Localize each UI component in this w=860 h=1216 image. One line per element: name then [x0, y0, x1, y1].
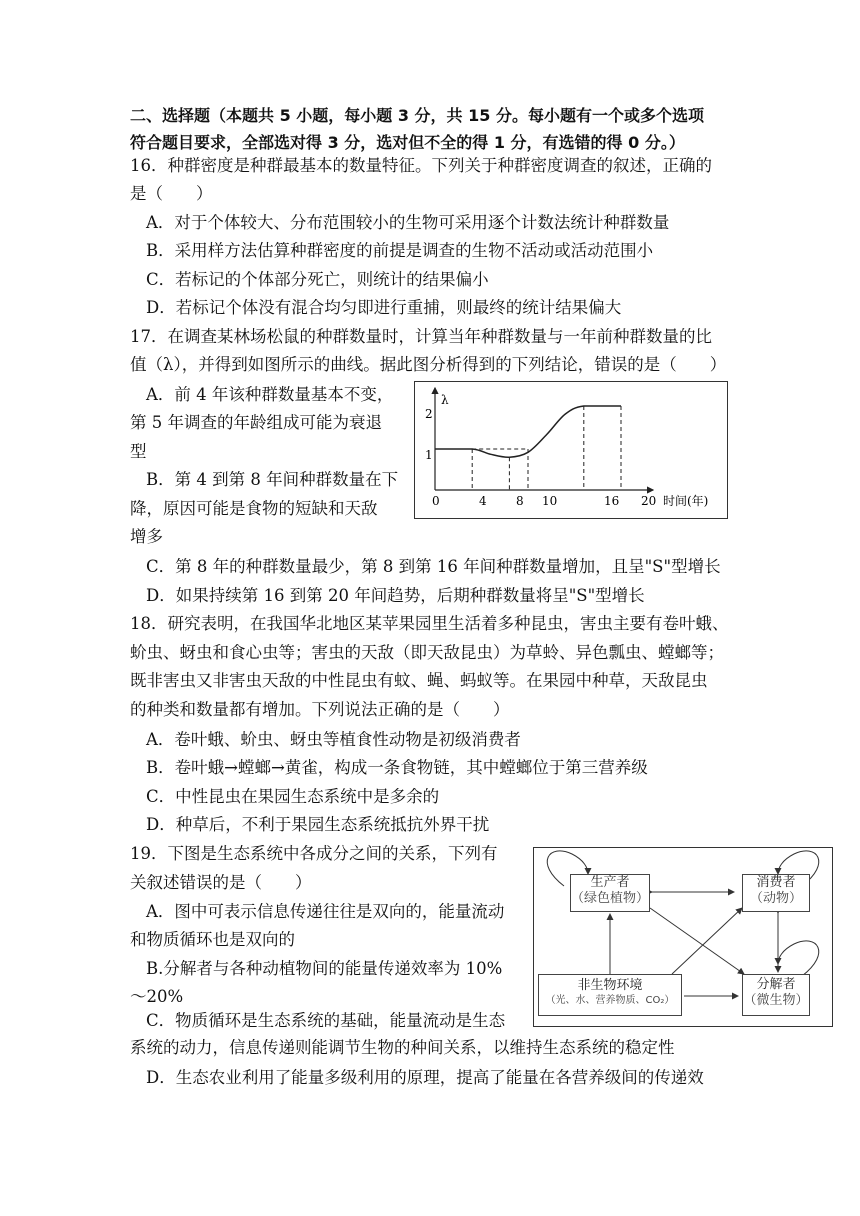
environment-node	[538, 974, 682, 1016]
x-tick-20: 20	[641, 494, 657, 508]
q17-option-b-1: B．第 4 到第 8 年间种群数量在下	[146, 470, 399, 489]
q16-option-d: D．若标记个体没有混合均匀即进行重捕，则最终的统计结果偏大	[146, 298, 622, 317]
q19-option-d-1: D．生态农业利用了能量多级利用的原理，提高了能量在各营养级间的传递效	[146, 1068, 704, 1087]
consumer-label: 消费者	[756, 875, 796, 890]
section-header-line-2: 符合题目要求，全部选对得 3 分，选对但不全的得 1 分，有选错的得 0 分。）	[130, 133, 685, 152]
lambda-chart	[414, 381, 728, 519]
y-tick-2: 2	[425, 407, 433, 421]
q18-stem-4: 的种类和数量都有增加。下列说法正确的是（ ）	[130, 700, 510, 719]
q19-stem-1: 19．下图是生态系统中各成分之间的关系，下列有	[130, 844, 498, 863]
q16-option-b: B．采用样方法估算种群密度的前提是调查的生物不活动或活动范围小	[146, 241, 654, 260]
q17-stem-2: 值（λ），并得到如图所示的曲线。据此图分析得到的下列结论，错误的是（ ）	[130, 355, 727, 374]
q16-stem-2: 是（ ）	[130, 184, 213, 203]
q19-option-a-1: A．图中可表示信息传递往往是双向的，能量流动	[146, 902, 505, 921]
q18-option-a: A．卷叶蛾、蚧虫、蚜虫等植食性动物是初级消费者	[146, 730, 521, 749]
decomposer-sub: （微生物）	[743, 993, 809, 1008]
y-tick-1: 1	[425, 448, 433, 462]
x-axis-label: 时间(年)	[663, 494, 709, 508]
q18-stem-3: 既非害虫又非害虫天敌的中性昆虫有蚊、蝇、蚂蚁等。在果园中种草，天敌昆虫	[130, 671, 708, 690]
q19-option-a-2: 和物质循环也是双向的	[130, 930, 295, 949]
environment-sub: （光、水、营养物质、CO₂）	[545, 995, 675, 1006]
q18-option-b: B．卷叶蛾→螳螂→黄雀，构成一条食物链，其中螳螂位于第三营养级	[146, 758, 648, 777]
x-tick-0: 0	[432, 494, 440, 508]
q17-option-c: C．第 8 年的种群数量最少，第 8 到第 16 年间种群数量增加，且呈"S"型增长	[146, 557, 721, 576]
q17-option-b-3: 增多	[130, 527, 163, 546]
producer-decomposer-arrow	[650, 908, 744, 974]
q17-option-b-2: 降，原因可能是食物的短缺和天敌	[130, 499, 378, 518]
q17-option-a-2: 第 5 年调查的年龄组成可能为衰退	[130, 413, 382, 432]
q19-option-c-1: C．物质循环是生态系统的基础，能量流动是生态	[146, 1011, 506, 1030]
x-tick-8: 8	[516, 494, 524, 508]
producer-label: 生产者	[590, 875, 630, 890]
ecosystem-diagram	[533, 847, 833, 1027]
consumer-node	[742, 874, 810, 912]
consumer-sub: （动物）	[749, 891, 802, 906]
q19-option-b-2: ～20%	[130, 987, 184, 1006]
section-header-line-1: 二、选择题（本题共 5 小题，每小题 3 分，共 15 分。每小题有一个或多个选项	[130, 106, 704, 125]
decomposer-label: 分解者	[756, 977, 796, 992]
q16-option-c: C．若标记的个体部分死亡，则统计的结果偏小	[146, 270, 489, 289]
q18-option-d: D．种草后，不利于果园生态系统抵抗外界干扰	[146, 815, 490, 834]
q19-stem-2: 关叙述错误的是（ ）	[130, 873, 312, 892]
producer-node	[570, 874, 650, 912]
x-tick-4: 4	[479, 494, 487, 508]
q16-stem-1: 16．种群密度是种群最基本的数量特征。下列关于种群密度调查的叙述，正确的	[130, 156, 712, 175]
q19-option-c-2: 系统的动力，信息传递则能调节生物的种间关系，以维持生态系统的稳定性	[130, 1038, 675, 1057]
decomposer-node	[742, 974, 810, 1016]
y-axis-label: λ	[441, 393, 449, 407]
q17-option-d: D．如果持续第 16 到第 20 年间趋势，后期种群数量将呈"S"型增长	[146, 586, 645, 605]
q18-stem-1: 18．研究表明，在我国华北地区某苹果园里生活着多种昆虫，害虫主要有卷叶蛾、	[130, 614, 729, 633]
q16-option-a: A．对于个体较大、分布范围较小的生物可采用逐个计数法统计种群数量	[146, 213, 670, 232]
environment-consumer-arrow	[672, 908, 742, 974]
q17-stem-1: 17．在调查某林场松鼠的种群数量时，计算当年种群数量与一年前种群数量的比	[130, 327, 712, 346]
q17-option-a-3: 型	[130, 442, 147, 461]
q18-option-c: C．中性昆虫在果园生态系统中是多余的	[146, 787, 440, 806]
environment-label: 非生物环境	[577, 978, 643, 993]
q17-option-a-1: A．前 4 年该种群数量基本不变，	[146, 385, 394, 404]
x-tick-10: 10	[542, 494, 558, 508]
guide-lines	[472, 406, 621, 490]
x-tick-16: 16	[604, 494, 620, 508]
decomposer-self-loop	[778, 941, 819, 976]
lambda-chart-svg	[415, 382, 727, 518]
q19-option-b-1: B.分解者与各种动植物间的能量传递效率为 10%	[146, 959, 503, 978]
producer-sub: （绿色植物）	[571, 891, 650, 906]
q18-stem-2: 蚧虫、蚜虫和食心虫等；害虫的天敌（即天敌昆虫）为草蛉、异色瓢虫、螳螂等；	[130, 643, 724, 662]
